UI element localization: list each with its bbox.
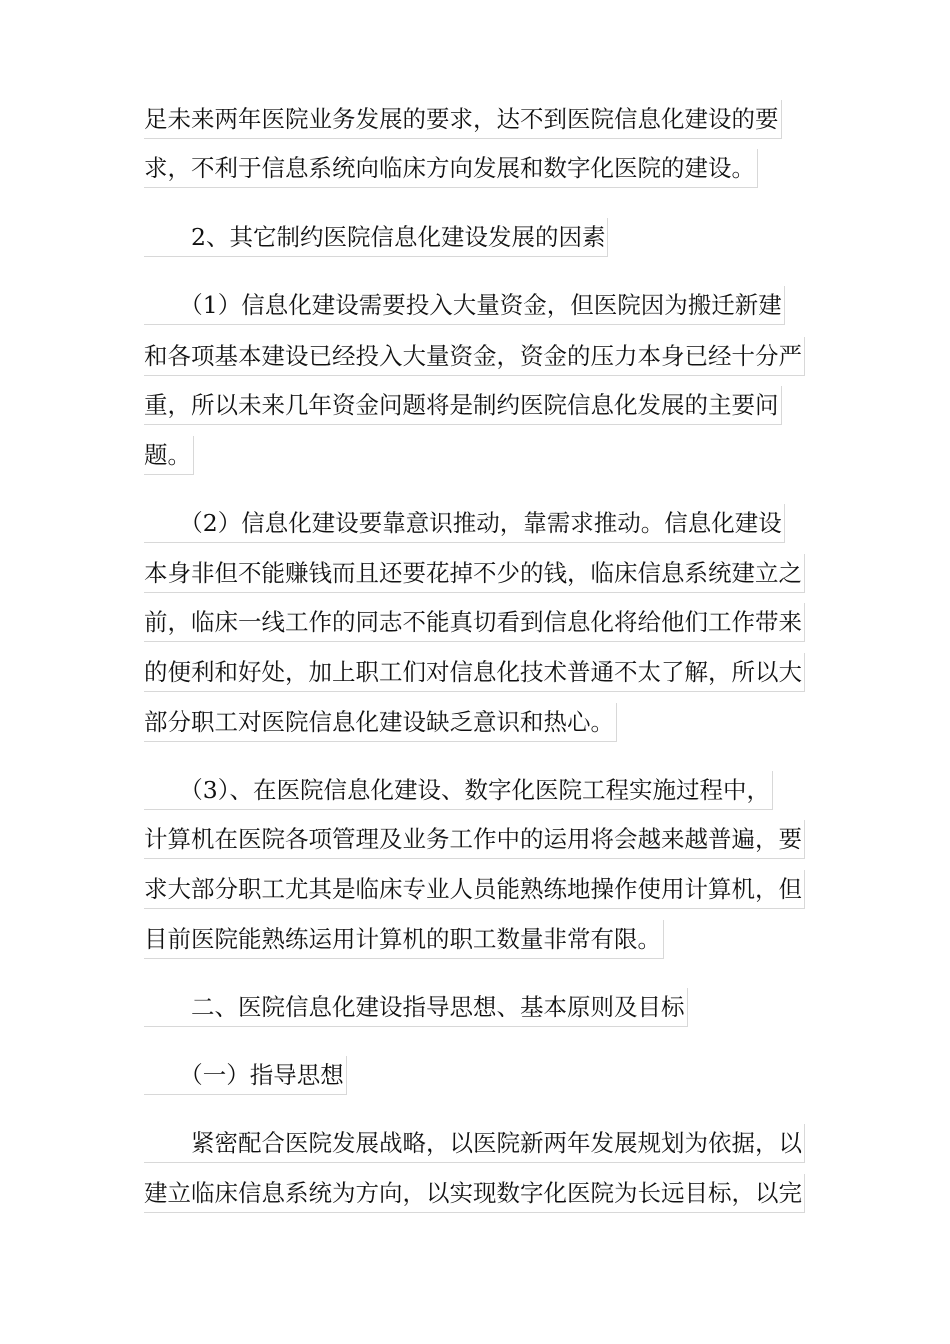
text-line-1: 足未来两年医院业务发展的要求，达不到医院信息化建设的要 bbox=[144, 100, 782, 139]
text-line-9: 本身非但不能赚钱而且还要花掉不少的钱，临床信息系统建立之 bbox=[144, 554, 805, 593]
text-line-5: 和各项基本建设已经投入大量资金，资金的压力本身已经十分严 bbox=[144, 337, 805, 376]
section-heading-ii: 二、医院信息化建设指导思想、基本原则及目标 bbox=[144, 988, 688, 1027]
text-line-19: 紧密配合医院发展战略，以医院新两年发展规划为依据，以 bbox=[144, 1124, 805, 1163]
text-line-10: 前，临床一线工作的同志不能真切看到信息化将给他们工作带来 bbox=[144, 603, 805, 642]
text-line-15: 求大部分职工尤其是临床专业人员能熟练地操作使用计算机，但 bbox=[144, 870, 805, 909]
text-line-7: 题。 bbox=[144, 436, 194, 475]
text-line-16: 目前医院能熟练运用计算机的职工数量非常有限。 bbox=[144, 920, 664, 959]
text-line-8: （2）信息化建设要靠意识推动，靠需求推动。信息化建设 bbox=[144, 504, 785, 543]
text-line-6: 重，所以未来几年资金问题将是制约医院信息化发展的主要问 bbox=[144, 386, 782, 425]
subsection-heading-guiding-ideology: （一）指导思想 bbox=[144, 1056, 347, 1095]
text-line-13: （3）、在医院信息化建设、数字化医院工程实施过程中， bbox=[144, 771, 773, 810]
text-line-2: 求，不利于信息系统向临床方向发展和数字化医院的建设。 bbox=[144, 149, 758, 188]
section-heading-2: 2、其它制约医院信息化建设发展的因素 bbox=[144, 218, 608, 257]
text-line-4: （1）信息化建设需要投入大量资金，但医院因为搬迁新建 bbox=[144, 286, 785, 325]
text-line-14: 计算机在医院各项管理及业务工作中的运用将会越来越普遍，要 bbox=[144, 820, 805, 859]
text-line-20: 建立临床信息系统为方向，以实现数字化医院为长远目标，以完 bbox=[144, 1174, 805, 1213]
text-line-12: 部分职工对医院信息化建设缺乏意识和热心。 bbox=[144, 703, 617, 742]
text-line-11: 的便利和好处，加上职工们对信息化技术普通不太了解，所以大 bbox=[144, 653, 805, 692]
